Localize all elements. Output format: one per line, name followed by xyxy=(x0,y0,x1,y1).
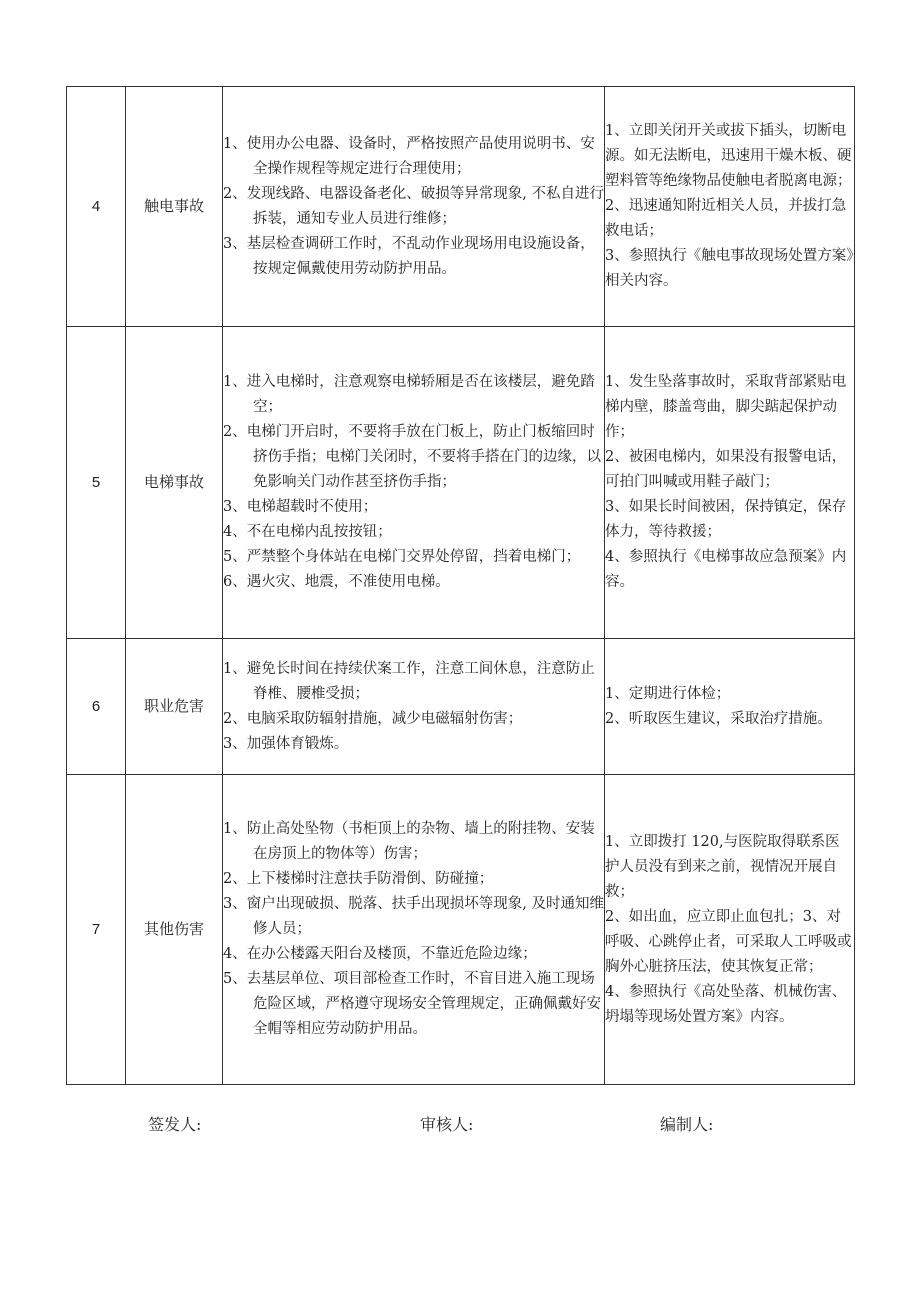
prevention-measures xyxy=(223,639,605,775)
response-item: 1、发生坠落事故时，采取背部紧贴电梯内壁，膝盖弯曲，脚尖踮起保护动作； xyxy=(605,374,847,440)
response-item: 4、参照执行《高处坠落、机械伤害、坍塌等现场处置方案》内容。 xyxy=(605,983,847,1025)
prevention-measures xyxy=(223,775,605,1085)
prevention-measures xyxy=(223,327,605,639)
hazard-name: 职业危害 xyxy=(126,639,223,775)
table-row xyxy=(67,87,855,327)
hazard-table xyxy=(66,86,855,1085)
row-number: 5 xyxy=(67,327,126,639)
reviewer-label: 审核人: xyxy=(420,1115,474,1134)
response-item: 2、被困电梯内，如果没有报警电话，可拍门叫喊或用鞋子敲门； xyxy=(605,449,847,490)
measure-item: 6、遇火灾、地震，不准使用电梯。 xyxy=(223,574,450,590)
measure-item: 3、窗户出现破损、脱落、扶手出现损坏等现象, 及时通知维修人员； xyxy=(223,896,604,937)
response-item: 1、立即关闭开关或拔下插头，切断电源。如无法断电，迅速用干燥木板、硬塑料管等绝缘物品使触电者脱离电源； xyxy=(605,123,852,189)
measure-item: 1、进入电梯时，注意观察电梯轿厢是否在该楼层，避免踏空； xyxy=(223,374,595,415)
emergency-response xyxy=(605,775,855,1085)
response-item: 3、如果长时间被困，保持镇定，保存体力，等待救援； xyxy=(605,499,847,540)
measure-item: 1、避免长时间在持续伏案工作，注意工间休息，注意防止脊椎、腰椎受损； xyxy=(223,660,595,702)
measure-item: 1、使用办公电器、设备时，严格按照产品使用说明书、安全操作规程等规定进行合理使用； xyxy=(223,135,595,177)
measure-item: 1、防止高处坠物（书柜顶上的杂物、墙上的附挂物、安装在房顶上的物体等）伤害； xyxy=(223,821,595,862)
measure-item: 5、严禁整个身体站在电梯门交界处停留，挡着电梯门； xyxy=(223,549,581,565)
response-item: 2、如出血，应立即止血包扎；3、对呼吸、心跳停止者，可采取人工呼吸或胸外心脏挤压法，使其恢复正常； xyxy=(605,908,852,975)
table-row xyxy=(67,775,855,1085)
measure-item: 2、电梯门开启时，不要将手放在门板上，防止门板缩回时挤伤手指；电梯门关闭时，不要将手搭在门的边缘，以免影响关门动作甚至挤伤手指； xyxy=(223,424,601,490)
measure-item: 2、电脑采取防辐射措施，减少电磁辐射伤害； xyxy=(223,710,523,727)
response-item: 2、迅速通知附近相关人员，并拔打急救电话； xyxy=(605,198,847,239)
measure-item: 2、发现线路、电器设备老化、破损等异常现象, 不私自进行拆装，通知专业人员进行维修； xyxy=(223,185,604,227)
emergency-response xyxy=(605,87,855,327)
table-row xyxy=(67,639,855,775)
prevention-measures xyxy=(223,87,605,327)
hazard-name: 其他伤害 xyxy=(126,775,223,1085)
emergency-response xyxy=(605,639,855,775)
row-number: 6 xyxy=(67,639,126,775)
measure-item: 4、不在电梯内乱按按钮； xyxy=(223,524,392,540)
measure-item: 3、基层检查调研工作时，不乱动作业现场用电设施设备，按规定佩戴使用劳动防护用品。 xyxy=(223,235,595,277)
hazard-name: 触电事故 xyxy=(126,87,223,327)
measure-item: 3、加强体育锻炼。 xyxy=(223,735,349,752)
response-item: 1、立即拨打 120,与医院取得联系医护人员没有到来之前，视情况开展自救； xyxy=(605,833,840,900)
response-item: 2、听取医生建议，采取治疗措施。 xyxy=(605,710,832,727)
issuer-label: 签发人: xyxy=(148,1115,202,1134)
response-item: 3、参照执行《触电事故现场处置方案》相关内容。 xyxy=(605,248,854,289)
table-row xyxy=(67,327,855,639)
response-item: 4、参照执行《电梯事故应急预案》内容。 xyxy=(605,549,847,590)
hazard-name: 电梯事故 xyxy=(126,327,223,639)
row-number: 7 xyxy=(67,775,126,1085)
response-item: 1、定期进行体检； xyxy=(605,685,731,702)
measure-item: 5、去基层单位、项目部检查工作时，不盲目进入施工现场危险区域，严格遵守现场安全管理规定，正确佩戴好安全帽等相应劳动防护用品。 xyxy=(223,971,601,1037)
editor-label: 编制人: xyxy=(660,1115,714,1134)
row-number: 4 xyxy=(67,87,126,327)
measure-item: 3、电梯超载时不使用； xyxy=(223,499,378,515)
measure-item: 2、上下楼梯时注意扶手防滑倒、防碰撞； xyxy=(223,871,494,887)
measure-item: 4、在办公楼露天阳台及楼顶，不靠近危险边缘； xyxy=(223,946,537,962)
emergency-response xyxy=(605,327,855,639)
